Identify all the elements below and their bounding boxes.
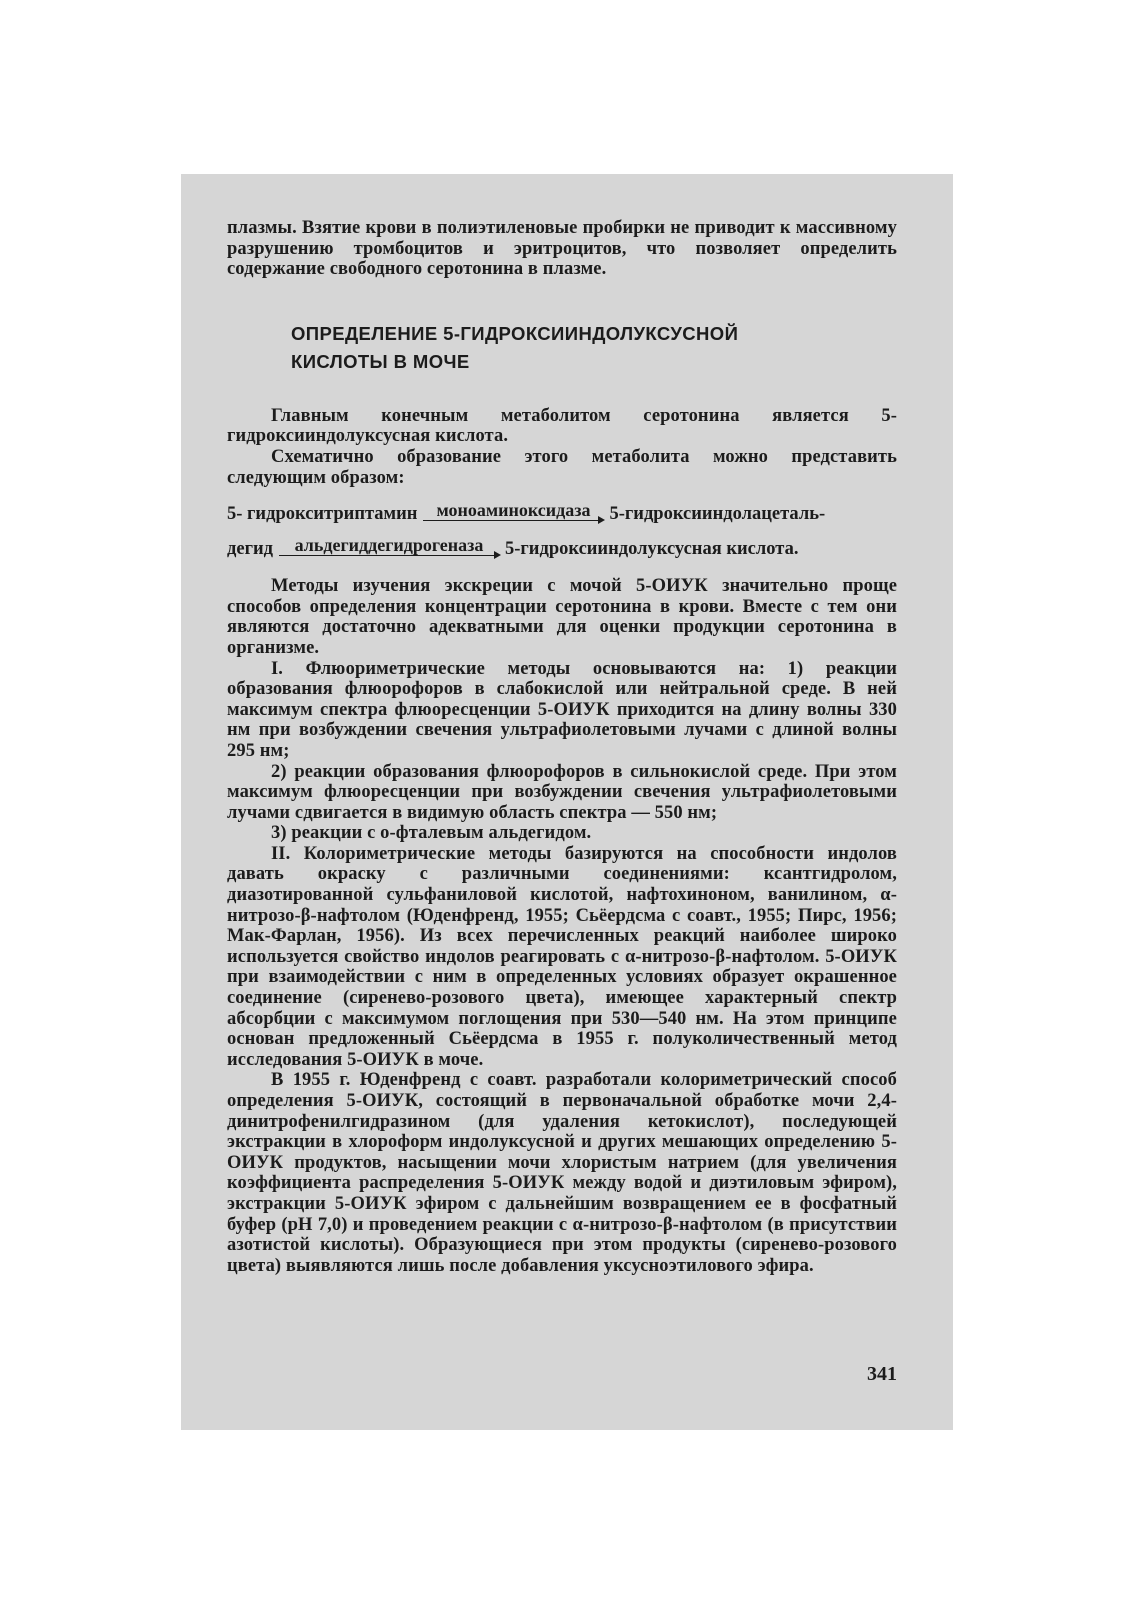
paragraph-fluorimetric-3: 3) реакции с о-фталевым альдегидом. — [271, 823, 592, 844]
enzyme-label-1: моноаминоксидаза — [436, 500, 591, 521]
paragraph-fluorimetric-1: I. Флюориметрические методы основываются на: 1) реакции образования флюорофоров в слабокислой или нейтральной среде. В ней максимум спектра флюоресценции 5-ОИУК приходится на длину волны 330 нм при возбуждении свечения ультрафиолетовыми лучами с длиной волны 295 нм; — [227, 658, 897, 761]
scheme-product: 5-гидроксииндолуксусная кислота. — [505, 539, 799, 560]
scheme-intermediate: 5-гидроксииндолацеталь- — [609, 504, 826, 525]
scheme-intermediate-end: дегид — [227, 539, 273, 560]
paragraph-methods-intro: Методы изучения экскреции с мочой 5-ОИУК значительно проще способов определения концентрации серотонина в крови. Вместе с тем они являются достаточно адекватными для оценки продукции серотонина в организме. — [227, 576, 897, 658]
section-heading-line-1: ОПРЕДЕЛЕНИЕ 5-ГИДРОКСИИНДОЛУКСУСНОЙ — [291, 322, 739, 344]
page-content — [227, 218, 897, 1276]
section-heading-line-2: КИСЛОТЫ В МОЧЕ — [291, 350, 470, 372]
arrow-line-1 — [423, 520, 603, 521]
intro-paragraph: плазмы. Взятие крови в полиэтиленовые пробирки не приводит к массивному разрушению тромбоцитов и эритроцитов, что позволяет определить содержание свободного серотонина в плазме. — [227, 218, 897, 280]
book-page — [181, 174, 953, 1430]
section-heading — [227, 320, 897, 376]
reaction-arrow-1 — [423, 500, 603, 525]
page-number: 341 — [867, 1363, 897, 1385]
reaction-scheme-line-2 — [227, 535, 897, 560]
scheme-substrate: 5- гидрокситриптамин — [227, 504, 418, 525]
paragraph-scheme-intro: Схематично образование этого метаболита можно представить следующим образом: — [227, 446, 897, 488]
paragraph-colorimetric: II. Колориметрические методы базируются на способности индолов давать окраску с различными соединениями: ксантгидролом, диазотированной сульфаниловой кислотой, нафтохиноном, ванилином, α-нитрозо-β-нафтолом (Юденфренд, 1955; Сьёердсма с соавт., 1955; Пирс, 1956; Мак-Фарлан, 1956). Из всех перечисленных реакций наиболее широко используется свойство индолов реагировать с α-нитрозо-β-нафтолом. 5-ОИУК при взаимодействии с ним в определенных условиях образует окрашенное соединение (сиренево-розового цвета), имеющее характерный спектр абсорбции с максимумом поглощения при 530—540 нм. На этом принципе основан предложенный Сьёердсма в 1955 г. полуколичественный метод исследования 5-ОИУК в моче. — [227, 843, 897, 1070]
paragraph-main-metabolite: Главным конечным метаболитом серотонина является 5-гидроксииндолуксусная кислота. — [227, 405, 897, 447]
enzyme-label-2: альдегиддегидрогеназа — [294, 535, 484, 556]
reaction-scheme — [227, 500, 897, 560]
arrow-line-2 — [279, 555, 499, 556]
reaction-scheme-line-1 — [227, 500, 897, 525]
reaction-arrow-2 — [279, 535, 499, 560]
paragraph-fluorimetric-2: 2) реакции образования флюорофоров в сильнокислой среде. При этом максимум флюоресценции при возбуждении свечения ультрафиолетовыми лучами сдвигается в видимую область спектра — 550 нм; — [227, 761, 897, 823]
paragraph-udenfriend: В 1955 г. Юденфренд с соавт. разработали колориметрический способ определения 5-ОИУК, состоящий в первоначальной обработке мочи 2,4-динитрофенилгидразином (для удаления кетокислот), последующей экстракции в хлороформ индолуксусной и других мешающих определению 5-ОИУК продуктов, насыщении мочи хлористым натрием (для увеличения коэффициента распределения 5-ОИУК между водой и диэтиловым эфиром), экстракции 5-ОИУК эфиром с дальнейшим возвращением ее в фосфатный буфер (pH 7,0) и проведением реакции с α-нитрозо-β-нафтолом (в присутствии азотистой кислоты). Образующиеся при этом продукты (сиренево-розового цвета) выявляются лишь после добавления уксусноэтилового эфира. — [227, 1070, 897, 1276]
